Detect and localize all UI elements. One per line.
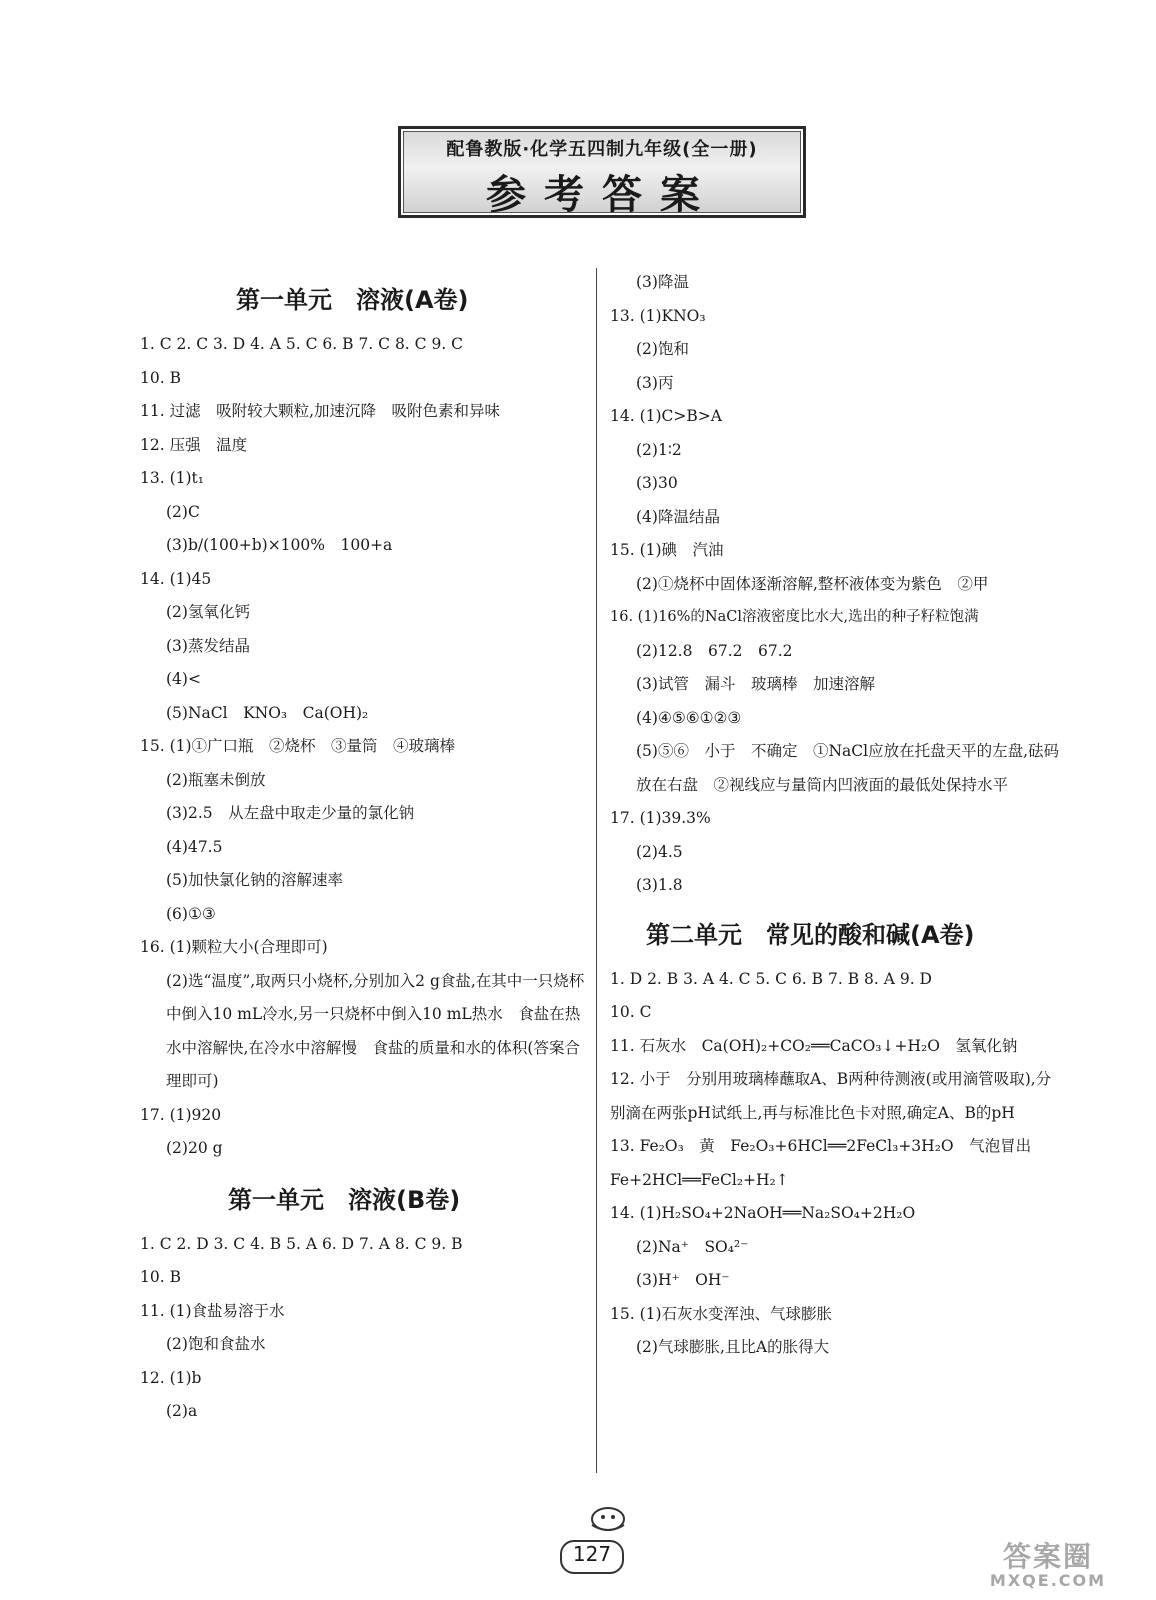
answer-line: (3)丙	[636, 373, 674, 392]
answer-line: (5)⑤⑥ 小于 不确定 ①NaCl应放在托盘天平的左盘,砝码放在右盘 ②视线应与量筒内凹液面的最低处保持水平	[636, 742, 1060, 794]
answer-line: (2)氢氧化钙	[166, 603, 250, 621]
answer-line: (3)试管 漏斗 玻璃棒 加速溶解	[636, 675, 875, 693]
answer-line: (3)30	[636, 474, 678, 492]
watermark-url: MXQE.COM	[989, 1571, 1107, 1590]
answer-line: 12. (1)b	[140, 1368, 202, 1387]
book-subtitle: 配鲁教版·化学五四制九年级(全一册)	[446, 139, 758, 160]
left-column	[140, 270, 588, 1429]
answer-line: 15. (1)①广口瓶 ②烧杯 ③量筒 ④玻璃棒	[140, 737, 456, 755]
answer-line: (2)C	[166, 502, 200, 521]
answer-line: (3)2.5 从左盘中取走少量的氯化钠	[166, 804, 415, 822]
answer-line: (2)气球膨胀,且比A的胀得大	[636, 1338, 830, 1356]
answer-line: 10. C	[610, 1003, 652, 1021]
answer-line: (3)降温	[636, 273, 689, 291]
answer-line: 15. (1)石灰水变浑浊、气球膨胀	[610, 1304, 833, 1323]
answer-line: (2)饱和食盐水	[166, 1335, 266, 1353]
answer-line: 10. B	[140, 368, 181, 387]
answer-line: 14. (1)C>B>A	[610, 407, 722, 425]
answer-line: (2)Na⁺ SO₄²⁻	[636, 1237, 749, 1256]
column-divider	[596, 268, 597, 1473]
answer-line: (4)降温结晶	[636, 507, 720, 526]
answer-line: 11. (1)食盐易溶于水	[140, 1301, 285, 1320]
answer-line: (2)瓶塞未倒放	[166, 770, 266, 789]
answer-line: 17. (1)39.3%	[610, 809, 711, 827]
answer-line: 16. (1)颗粒大小(合理即可)	[140, 938, 328, 956]
answer-line: 11. 石灰水 Ca(OH)₂+CO₂══CaCO₃↓+H₂O 氢氧化钠	[610, 1036, 1018, 1055]
answer-line: 15. (1)碘 汽油	[610, 541, 724, 559]
answer-line: 13. (1)t₁	[140, 469, 204, 487]
answer-line: 10. B	[140, 1268, 181, 1286]
answer-line: 17. (1)920	[140, 1105, 222, 1124]
page-number: 127	[560, 1540, 624, 1574]
section-title: 第一单元 溶液(B卷)	[228, 1185, 461, 1214]
answer-line: (3)蒸发结晶	[166, 636, 250, 655]
answer-line: (2)选“温度”,取两只小烧杯,分别加入2 g食盐,在其中一只烧杯中倒入10 mL冷水,另一只烧杯中倒入10 mL热水 食盐在热水中溶解快,在冷水中溶解慢 食盐的质量和水的体积(答案合理即可)	[166, 971, 585, 1090]
mascot-icon	[548, 1505, 638, 1545]
answer-line: (6)①③	[166, 904, 216, 923]
answer-line: (2)12.8 67.2 67.2	[636, 641, 793, 660]
answer-line: 1. C 2. D 3. C 4. B 5. A 6. D 7. A 8. C 9. B	[140, 1234, 463, 1253]
answer-line: 13. Fe₂O₃ 黄 Fe₂O₃+6HCl══2FeCl₃+3H₂O 气泡冒出 Fe+2HCl══FeCl₂+H₂↑	[610, 1137, 1047, 1189]
answer-line: (4)<	[166, 670, 201, 688]
answer-line: (4)④⑤⑥①②③	[636, 708, 742, 727]
answer-line: (5)加快氯化钠的溶解速率	[166, 871, 343, 889]
answer-line: (2)a	[166, 1402, 198, 1420]
answer-line: (2)20 g	[166, 1139, 223, 1157]
watermark-logo-text: 答案圈	[1002, 1540, 1093, 1573]
answer-line: 1. C 2. C 3. D 4. A 5. C 6. B 7. C 8. C 9. C	[140, 335, 464, 353]
page-title: 参考答案	[486, 172, 718, 218]
answer-line: (2)1∶2	[636, 440, 682, 459]
right-column	[610, 266, 1060, 1365]
title-banner	[398, 126, 806, 218]
answer-line: (4)47.5	[166, 837, 223, 856]
answer-line: 16. (1)16%的NaCl溶液密度比水大,选出的种子籽粒饱满	[610, 609, 979, 625]
answer-line: 14. (1)H₂SO₄+2NaOH══Na₂SO₄+2H₂O	[610, 1204, 916, 1222]
answer-line: (2)饱和	[636, 340, 689, 358]
answer-line: 13. (1)KNO₃	[610, 306, 706, 325]
answer-line: (2)①烧杯中固体逐渐溶解,整杯液体变为紫色 ②甲	[636, 574, 989, 593]
answer-line: 12. 压强 温度	[140, 435, 248, 454]
section-title: 第二单元 常见的酸和碱(A卷)	[646, 920, 975, 949]
answer-line: 11. 过滤 吸附较大颗粒,加速沉降 吸附色素和异味	[140, 402, 501, 420]
answer-line: 14. (1)45	[140, 569, 212, 588]
answer-line: 12. 小于 分别用玻璃棒蘸取A、B两种待测液(或用滴管吸取),分别滴在两张pH试纸上,再与标准比色卡对照,确定A、B的pH	[610, 1070, 1052, 1122]
answer-line: (5)NaCl KNO₃ Ca(OH)₂	[166, 703, 369, 722]
section-title: 第一单元 溶液(A卷)	[236, 286, 469, 314]
answer-line: (2)4.5	[636, 842, 683, 861]
watermark	[948, 1542, 1148, 1592]
answer-line: (3)b/(100+b)×100% 100+a	[166, 536, 393, 554]
answer-line: (3)1.8	[636, 876, 683, 894]
answer-line: (3)H⁺ OH⁻	[636, 1271, 730, 1289]
answer-line: 1. D 2. B 3. A 4. C 5. C 6. B 7. B 8. A 9. D	[610, 969, 932, 988]
